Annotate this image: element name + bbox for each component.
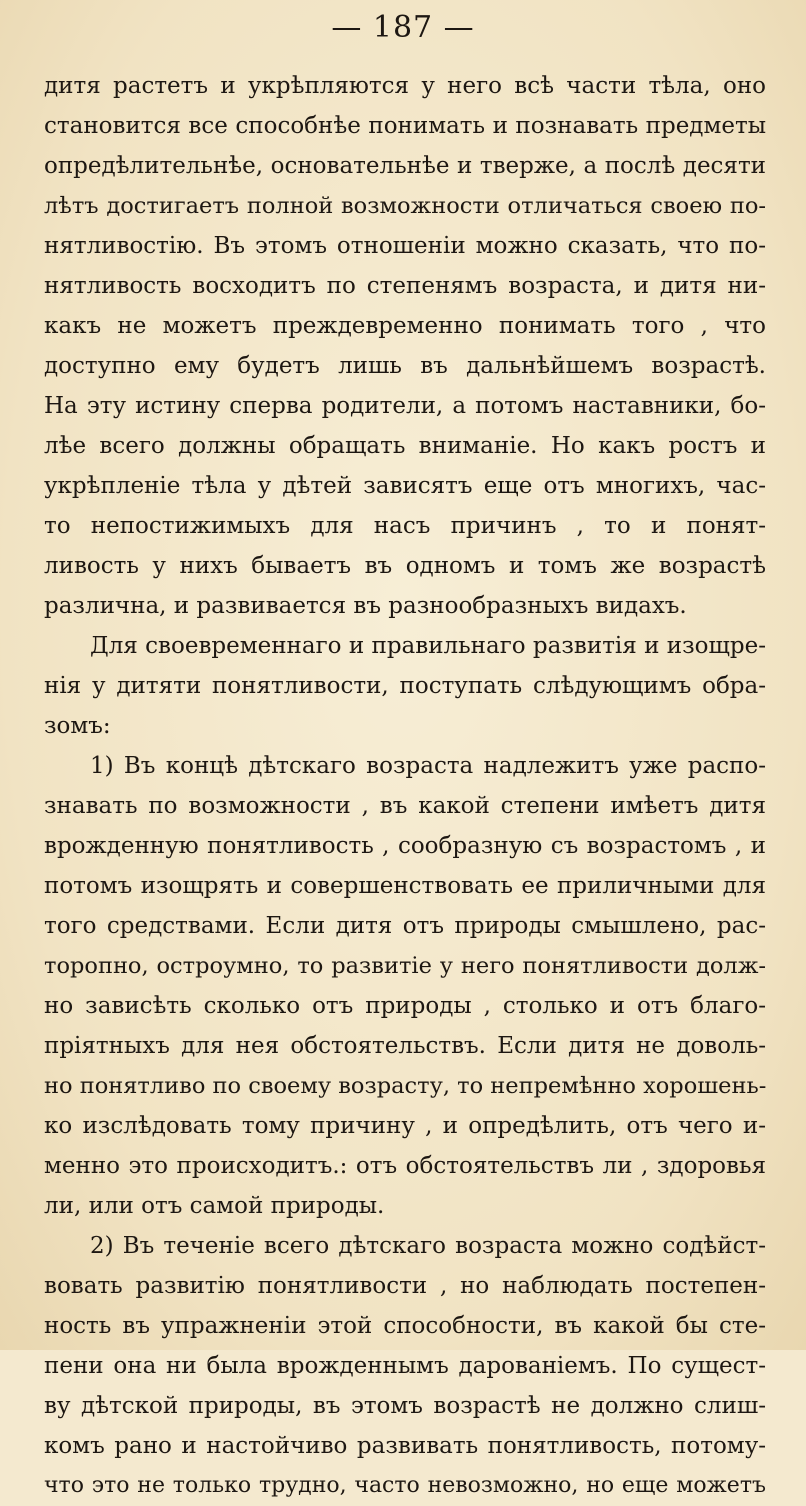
text-line: становится все способнѣе понимать и познавать предметы bbox=[44, 113, 766, 139]
text-line: нятливостію. Въ этомъ отношеніи можно сказать, что по- bbox=[44, 233, 766, 259]
text-line: 2) Въ теченіе всего дѣтскаго возраста можно содѣйст- bbox=[90, 1233, 766, 1259]
text-line: ли, или отъ самой природы. bbox=[44, 1193, 385, 1219]
text-line: вовать развитію понятливости , но наблюдать постепен- bbox=[44, 1273, 766, 1299]
text-line: 1) Въ концѣ дѣтскаго возраста надлежитъ уже распо- bbox=[90, 753, 766, 779]
text-line: пени она ни была врожденнымъ дарованіемъ. По сущест- bbox=[44, 1353, 766, 1379]
text-line: зомъ: bbox=[44, 713, 111, 739]
text-line: ко изслѣдовать тому причину , и опредѣлить, отъ чего и- bbox=[44, 1113, 766, 1139]
text-line: доступно ему будетъ лишь въ дальнѣйшемъ возрастѣ. bbox=[44, 353, 766, 379]
text-line: пріятныхъ для нея обстоятельствъ. Если дитя не доволь- bbox=[44, 1033, 766, 1059]
text-line: опредѣлительнѣе, основательнѣе и тверже, а послѣ десяти bbox=[44, 153, 766, 179]
text-line: комъ рано и настойчиво развивать понятливость, потому- bbox=[44, 1433, 766, 1459]
text-line: ливость у нихъ бываетъ въ одномъ и томъ же возрастѣ bbox=[44, 553, 766, 579]
text-line: знавать по возможности , въ какой степени имѣетъ дитя bbox=[44, 793, 766, 819]
text-line: нятливость восходитъ по степенямъ возраста, и дитя ни- bbox=[44, 273, 766, 299]
text-line: потомъ изощрять и совершенствовать ее приличными для bbox=[44, 873, 766, 899]
text-line: На эту истину сперва родители, а потомъ наставники, бо- bbox=[44, 393, 766, 419]
text-line: но понятливо по своему возрасту, то непремѣнно хорошень- bbox=[44, 1073, 767, 1099]
text-line: того средствами. Если дитя отъ природы смышлено, рас- bbox=[44, 913, 766, 939]
text-line: нія у дитяти понятливости, поступать слѣдующимъ обра- bbox=[44, 673, 766, 699]
text-line: укрѣпленіе тѣла у дѣтей зависятъ еще отъ многихъ, час- bbox=[44, 473, 766, 499]
text-line: различна, и развивается въ разнообразныхъ видахъ. bbox=[44, 593, 687, 619]
text-line: лѣе всего должны обращать вниманіе. Но какъ ростъ и bbox=[44, 433, 766, 459]
text-line: какъ не можетъ преждевременно понимать того , что bbox=[44, 313, 766, 339]
body-text bbox=[44, 66, 766, 1506]
text-line: торопно, остроумно, то развитіе у него понятливости долж- bbox=[44, 953, 766, 979]
text-line: дитя растетъ и укрѣпляются у него всѣ части тѣла, оно bbox=[44, 73, 766, 99]
text-line: ву дѣтской природы, въ этомъ возрастѣ не должно слиш- bbox=[44, 1393, 766, 1419]
text-line: то непостижимыхъ для насъ причинъ , то и понят- bbox=[44, 513, 766, 539]
text-line: лѣтъ достигаетъ полной возможности отличаться своею по- bbox=[44, 193, 766, 219]
text-line: врожденную понятливость , сообразную съ возрастомъ , и bbox=[44, 833, 766, 859]
text-line: что это не только трудно, часто невозможно, но еще можетъ bbox=[44, 1473, 766, 1498]
text-line: Для своевременнаго и правильнаго развитія и изощре- bbox=[90, 633, 766, 659]
text-line: но зависѣть сколько отъ природы , столько и отъ благо- bbox=[44, 993, 766, 1019]
text-line: ность въ упражненіи этой способности, въ какой бы сте- bbox=[44, 1313, 766, 1339]
text-line: менно это происходитъ.: отъ обстоятельствъ ли , здоровья bbox=[44, 1153, 766, 1179]
page-number: — 187 — bbox=[331, 10, 475, 45]
